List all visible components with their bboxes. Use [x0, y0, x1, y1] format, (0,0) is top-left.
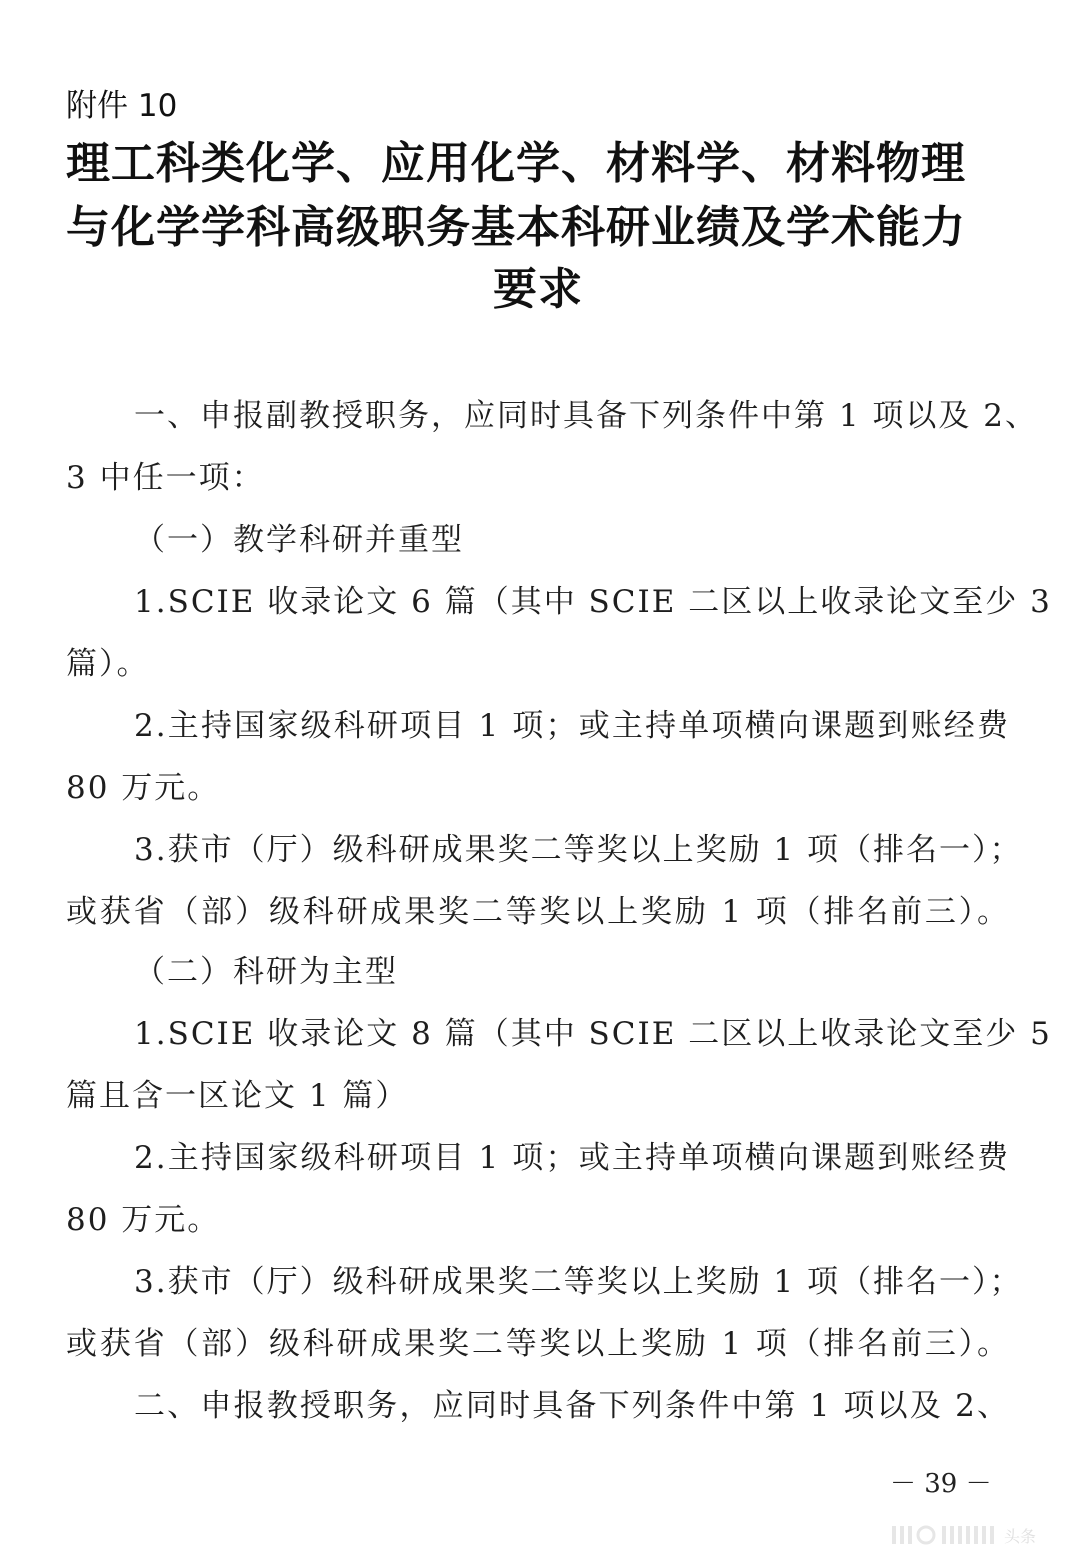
section-2-intro: 二、申报教授职务，应同时具备下列条件中第 1 项以及 2、: [134, 1388, 1010, 1424]
item-1-2-cont: 80 万元。: [66, 770, 221, 806]
subsection-2-heading: （二）科研为主型: [134, 954, 398, 990]
item-1-3: 3.获市（厅）级科研成果奖二等奖以上奖励 1 项（排名一）；: [134, 832, 1023, 868]
item-2-1-cont: 篇且含一区论文 1 篇）: [66, 1078, 409, 1114]
document-title-line-2: 与化学学科高级职务基本科研业绩及学术能力: [66, 202, 966, 253]
section-1-intro-cont: 3 中任一项：: [66, 460, 265, 496]
item-2-2-cont: 80 万元。: [66, 1202, 221, 1238]
watermark-logo: [892, 1522, 1052, 1548]
item-1-3-cont: 或获省（部）级科研成果奖二等奖以上奖励 1 项（排名前三）。: [66, 894, 1010, 930]
subsection-1-heading: （一）教学科研并重型: [134, 522, 464, 558]
item-1-1-cont: 篇）。: [66, 646, 150, 682]
document-title-line-1: 理工科类化学、应用化学、材料学、材料物理: [66, 138, 966, 189]
item-2-3-cont: 或获省（部）级科研成果奖二等奖以上奖励 1 项（排名前三）。: [66, 1326, 1010, 1362]
attachment-label: 附件 10: [66, 88, 178, 124]
document-title-line-3: 要求: [493, 264, 583, 315]
item-1-2: 2.主持国家级科研项目 1 项；或主持单项横向课题到账经费: [134, 708, 1010, 744]
watermark-text: 头条: [1004, 1527, 1037, 1546]
item-2-2: 2.主持国家级科研项目 1 项；或主持单项横向课题到账经费: [134, 1140, 1010, 1176]
section-1-intro: 一、申报副教授职务，应同时具备下列条件中第 1 项以及 2、: [134, 398, 1039, 434]
page-number: － 39 －: [890, 1469, 992, 1499]
item-2-1: 1.SCIE 收录论文 8 篇（其中 SCIE 二区以上收录论文至少 5: [134, 1016, 1052, 1052]
item-1-1: 1.SCIE 收录论文 6 篇（其中 SCIE 二区以上收录论文至少 3: [134, 584, 1052, 620]
item-2-3: 3.获市（厅）级科研成果奖二等奖以上奖励 1 项（排名一）；: [134, 1264, 1023, 1300]
